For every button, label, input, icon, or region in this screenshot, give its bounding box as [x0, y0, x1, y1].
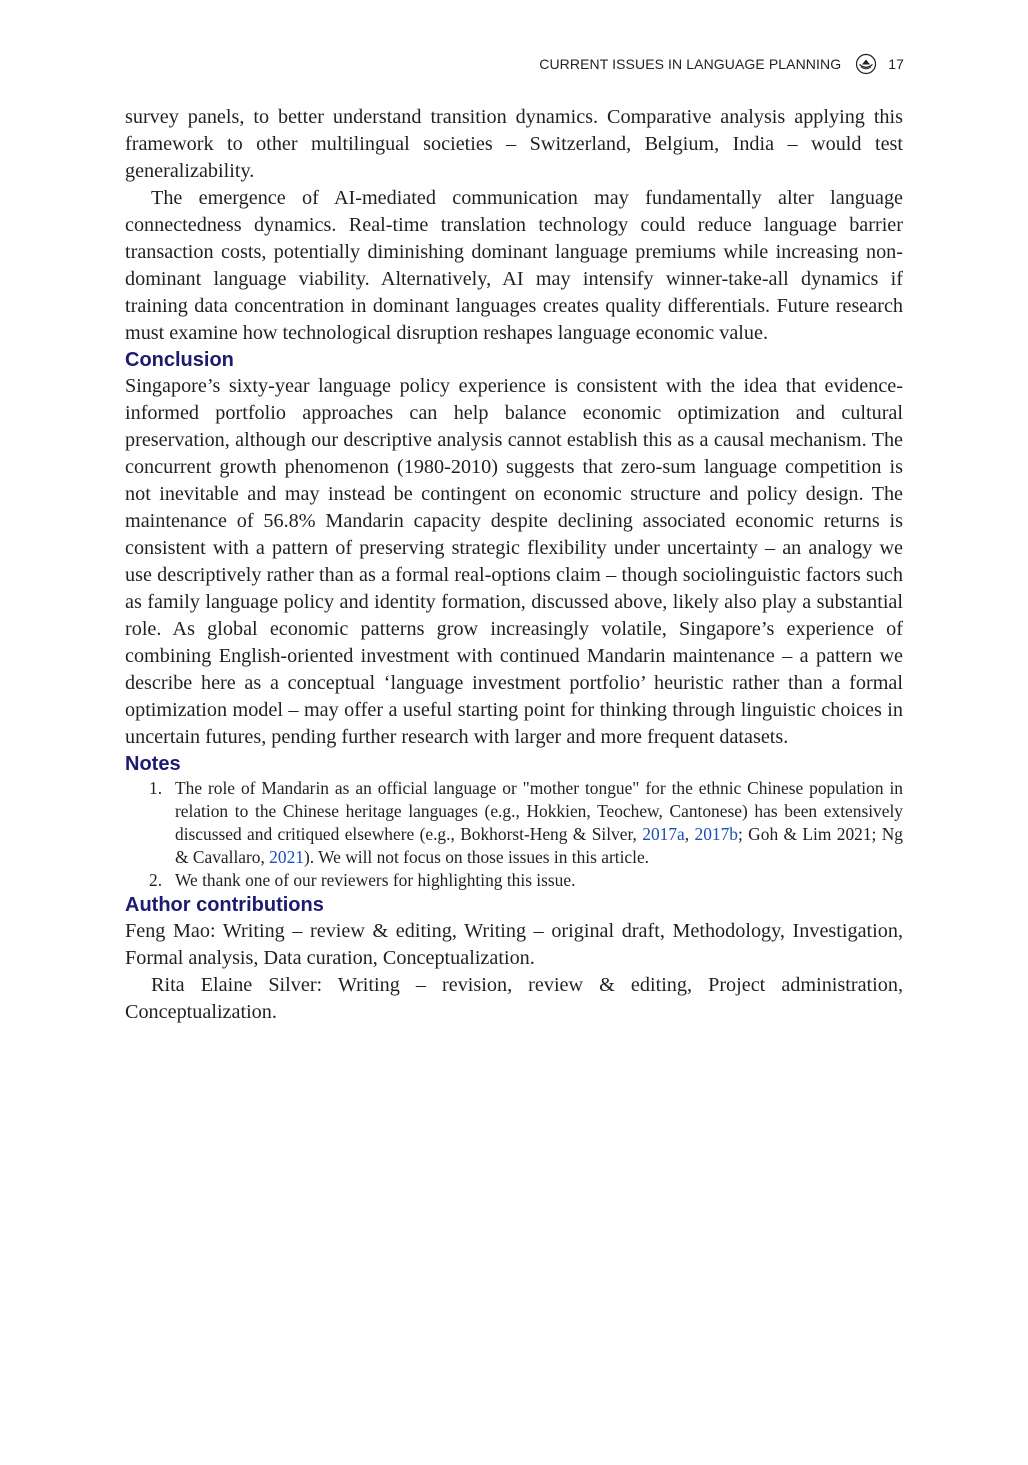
- note-item: [125, 777, 903, 869]
- note-text: ; Goh & Lim 2021; Ng & Cavallaro,: [175, 824, 903, 867]
- author-contribution-silver: Rita Elaine Silver: Writing – revision, review & editing, Project administration, Conceptualization.: [125, 974, 903, 1023]
- citation-link-2021[interactable]: 2021: [269, 847, 304, 867]
- conclusion-heading: Conclusion: [125, 349, 234, 371]
- note-text: ). We will not focus on those issues in this article.: [303, 847, 650, 867]
- note-text: We thank one of our reviewers for highlighting this issue.: [175, 870, 576, 890]
- journal-title: CURRENT ISSUES IN LANGUAGE PLANNING: [539, 56, 842, 72]
- article-body: [125, 104, 903, 1026]
- notes-heading: Notes: [125, 753, 181, 775]
- note-number: 2.: [149, 870, 163, 890]
- note-text: ,: [684, 824, 695, 844]
- intro-paragraph-2: The emergence of AI-mediated communication may fundamentally alter language connectedness dynamics. Real-time translation technology could reduce language barrier transaction costs, potentially diminishing dominant language premiums while increasing non-dominant language viability. Alternatively, AI may intensify winner-take-all dynamics if training data concentration in dominant languages creates quality differentials. Future research must examine how technological disruption reshapes language economic value.: [125, 187, 903, 344]
- note-text: The role of Mandarin as an official language or "mother tongue" for the ethnic Chinese population in relation to the Chinese heritage languages (e.g., Hokkien, Teochew, Cantonese) has been extensively discussed and critiqued elsewhere (e.g., Bokhorst-Heng & Silver,: [175, 778, 903, 844]
- journal-logo-icon: [855, 53, 877, 75]
- note-item: [125, 869, 903, 892]
- page-number: 17: [888, 56, 904, 72]
- running-head: [539, 53, 904, 75]
- citation-link-2017b[interactable]: 2017b: [694, 824, 738, 844]
- note-number: 1.: [149, 778, 163, 798]
- notes-list: [125, 777, 903, 892]
- citation-link-2017a[interactable]: 2017a: [642, 824, 685, 844]
- author-contributions-heading: Author contributions: [125, 894, 324, 916]
- author-contribution-mao: Feng Mao: Writing – review & editing, Writing – original draft, Methodology, Investigation, Formal analysis, Data curation, Conceptualization.: [125, 920, 903, 969]
- intro-paragraph-1: survey panels, to better understand transition dynamics. Comparative analysis applying this framework to other multilingual societies – Switzerland, Belgium, India – would test generalizability.: [125, 106, 903, 182]
- conclusion-paragraph: Singapore’s sixty-year language policy experience is consistent with the idea that evidence-informed portfolio approaches can help balance economic optimization and cultural preservation, although our descriptive analysis cannot establish this as a causal mechanism. The concurrent growth phenomenon (1980-2010) suggests that zero-sum language competition is not inevitable and may instead be contingent on economic structure and policy design. The maintenance of 56.8% Mandarin capacity despite declining associated economic returns is consistent with a pattern of preserving strategic flexibility under uncertainty – an analogy we use descriptively rather than as a formal real-options claim – though sociolinguistic factors such as family language policy and identity formation, discussed above, likely also play a substantial role. As global economic patterns grow increasingly volatile, Singapore’s experience of combining English-oriented investment with continued Mandarin maintenance – a pattern we describe here as a conceptual ‘language investment portfolio’ heuristic rather than a formal optimization model – may offer a useful starting point for thinking through linguistic choices in uncertain futures, pending further research with larger and more frequent datasets.: [125, 375, 903, 748]
